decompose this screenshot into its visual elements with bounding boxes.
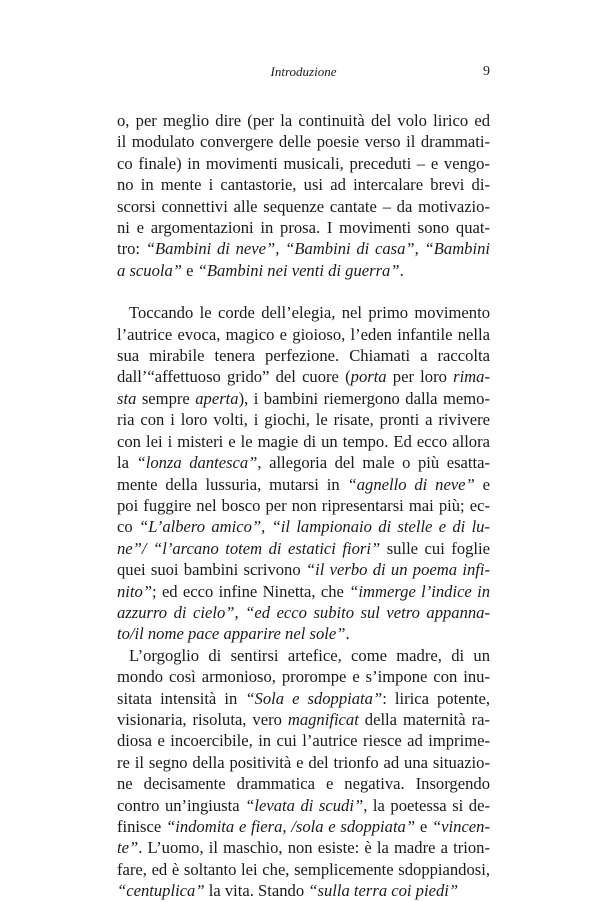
text-run: o, per meglio dire (per la continuità del volo lirico ed xyxy=(117,111,490,130)
italic-run: “il lampionaio di stelle e di lu- xyxy=(271,517,491,537)
text-line xyxy=(117,452,490,473)
text-run: mondo così armonioso, prorompe e s’impone con inu- xyxy=(117,667,490,687)
italic-run: “vincen- xyxy=(431,817,490,836)
text-line xyxy=(117,645,490,666)
text-run: della maternità ra- xyxy=(358,709,490,729)
text-run: contro un’ingiusta xyxy=(117,795,246,815)
paragraph xyxy=(117,302,490,645)
text-run: quei suoi bambini scrivono xyxy=(117,560,306,580)
text-run: , xyxy=(261,517,272,537)
text-run: e xyxy=(415,817,432,836)
italic-run: azzurro di cielo” xyxy=(117,602,235,622)
text-line xyxy=(117,474,490,495)
italic-run: “ed ecco subito sul vetro appanna- xyxy=(245,602,491,622)
text-line xyxy=(117,153,490,174)
italic-run: magnificat xyxy=(287,709,359,729)
text-run: L’orgoglio di sentirsi artefice, come madre, di un xyxy=(129,645,490,665)
text-run: mente della lussuria, mutarsi in xyxy=(117,474,348,494)
italic-run: ne”/ “l’arcano totem di estatici fiori” xyxy=(117,538,381,558)
text-run: ne decisamente drammatica e negativa. Insorgendo xyxy=(117,774,490,794)
text-run: ni e argomentazioni in prosa. I movimenti sono quat- xyxy=(117,218,490,238)
text-run: la vita. Stando xyxy=(204,881,309,901)
text-run: e xyxy=(474,474,491,494)
text-run: ; ed ecco infine Ninetta, che xyxy=(152,581,350,601)
text-run: poi fuggire nel bosco per non ripresentarsi mai più; ec- xyxy=(117,495,490,515)
text-run: , xyxy=(414,239,425,259)
text-run: sua mirabile tenera perfezione. Chiamati a raccolta xyxy=(117,346,490,366)
text-line xyxy=(117,302,490,323)
text-line xyxy=(117,345,490,366)
text-line xyxy=(117,880,490,901)
text-line xyxy=(117,837,490,858)
text-line xyxy=(117,773,490,794)
paragraph xyxy=(117,645,490,902)
text-line xyxy=(117,752,490,773)
text-run: , xyxy=(234,602,246,622)
running-header xyxy=(117,64,490,84)
italic-run: “centuplica” xyxy=(117,881,205,901)
text-run: fare, ed è soltanto lei che, semplicemente sdoppiandosi, xyxy=(117,859,490,879)
italic-run: te” xyxy=(117,838,139,858)
text-run: . xyxy=(399,260,404,280)
italic-run: “Bambini nei venti di guerra” xyxy=(197,260,400,280)
text-line xyxy=(117,581,490,602)
text-line xyxy=(117,688,490,709)
italic-run: “indomita e fiera, /sola e sdoppiata” xyxy=(165,817,416,836)
text-line xyxy=(117,709,490,730)
italic-run: “levata di scudi” xyxy=(245,795,364,815)
text-line xyxy=(117,730,490,751)
text-run: : lirica potente, xyxy=(382,688,490,708)
italic-run: “lonza dantesca” xyxy=(136,453,258,473)
italic-run: “sulla terra coi piedi” xyxy=(308,881,459,901)
text-run: sempre xyxy=(136,388,196,408)
text-run: no in mente i cantastorie, usi ad intercalare brevi di- xyxy=(117,175,490,195)
text-line xyxy=(117,859,490,880)
text-line xyxy=(117,666,490,687)
italic-run: “Bambini di neve” xyxy=(145,239,276,259)
text-line xyxy=(117,174,490,195)
text-run: ), i bambini riemergono dalla memo- xyxy=(238,388,490,408)
text-run: l’autrice evoca, magico e gioioso, l’eden infantile nella xyxy=(117,324,490,344)
text-run: finisce xyxy=(117,817,166,836)
italic-run: aperta xyxy=(195,388,239,408)
text-line xyxy=(117,409,490,430)
text-line xyxy=(117,324,490,345)
body-text xyxy=(117,110,490,902)
text-run: la xyxy=(117,453,137,473)
text-run: diosa e incoercibile, in cui l’autrice riesce ad imprime- xyxy=(117,731,490,751)
text-line xyxy=(117,260,490,281)
italic-run: a scuola” xyxy=(117,260,182,280)
italic-run: “immerge l’indice in xyxy=(349,581,490,601)
text-line xyxy=(117,559,490,580)
italic-run: rima- xyxy=(453,367,490,387)
text-line xyxy=(117,516,490,537)
italic-run: “L’albero amico” xyxy=(138,517,262,537)
text-line xyxy=(117,623,490,644)
text-run: . L’uomo, il maschio, non esiste: è la madre a trion- xyxy=(138,838,490,858)
text-run: e xyxy=(182,260,198,280)
text-line xyxy=(117,217,490,238)
text-run: visionaria, risoluta, vero xyxy=(117,709,288,729)
text-run: sitata intensità in xyxy=(117,688,246,708)
text-run: dall’“affettuoso grido” del cuore ( xyxy=(117,367,351,387)
running-title: Introduzione xyxy=(270,64,337,79)
text-run: sulle cui foglie xyxy=(380,538,491,558)
text-run: il modulato convergere delle poesie verso il drammati- xyxy=(117,132,490,152)
paragraph xyxy=(117,110,490,281)
text-line xyxy=(117,795,490,816)
text-line xyxy=(117,238,490,259)
text-line xyxy=(117,538,490,559)
text-line xyxy=(117,431,490,452)
text-line xyxy=(117,110,490,131)
text-run: Toccando le corde dell’elegia, nel primo movimento xyxy=(129,303,490,323)
text-run: co xyxy=(117,517,139,537)
text-run: , xyxy=(275,239,286,259)
italic-run: sta xyxy=(117,388,137,408)
italic-run: to/il nome pace apparire nel sole” xyxy=(117,624,346,644)
text-run: co finale) in movimenti musicali, preceduti – e vengo- xyxy=(117,153,490,173)
italic-run: “Bambini xyxy=(424,239,490,259)
text-line xyxy=(117,495,490,516)
text-run: ria con i loro volti, i giochi, le risate, pronti a rivivere xyxy=(117,410,490,430)
text-run: . xyxy=(345,624,350,644)
text-run: , allegoria del male o più esatta- xyxy=(257,453,491,473)
text-line xyxy=(117,196,490,217)
text-line xyxy=(117,366,490,387)
italic-run: “Sola e sdoppiata” xyxy=(245,688,383,708)
italic-run: “il verbo di un poema infi- xyxy=(305,560,490,580)
text-run: re il segno della positività e del trionfo ad una situazio- xyxy=(117,752,490,772)
text-line xyxy=(117,131,490,152)
italic-run: “Bambini di casa” xyxy=(285,239,415,259)
text-run: , la poetessa si de- xyxy=(363,795,490,815)
text-line xyxy=(117,388,490,409)
text-line xyxy=(117,602,490,623)
page-number: 9 xyxy=(483,64,490,79)
text-run: con lei i misteri e le magie di un tempo. Ed ecco allora xyxy=(117,431,490,451)
text-run: tro: xyxy=(117,239,146,259)
italic-run: porta xyxy=(350,367,387,387)
text-run: scorsi connettivi alle sequenze cantate – da motivazio- xyxy=(117,196,490,216)
text-line xyxy=(117,816,490,837)
italic-run: “agnello di neve” xyxy=(347,474,475,494)
text-run: per loro xyxy=(386,367,454,387)
italic-run: nito” xyxy=(117,581,153,601)
